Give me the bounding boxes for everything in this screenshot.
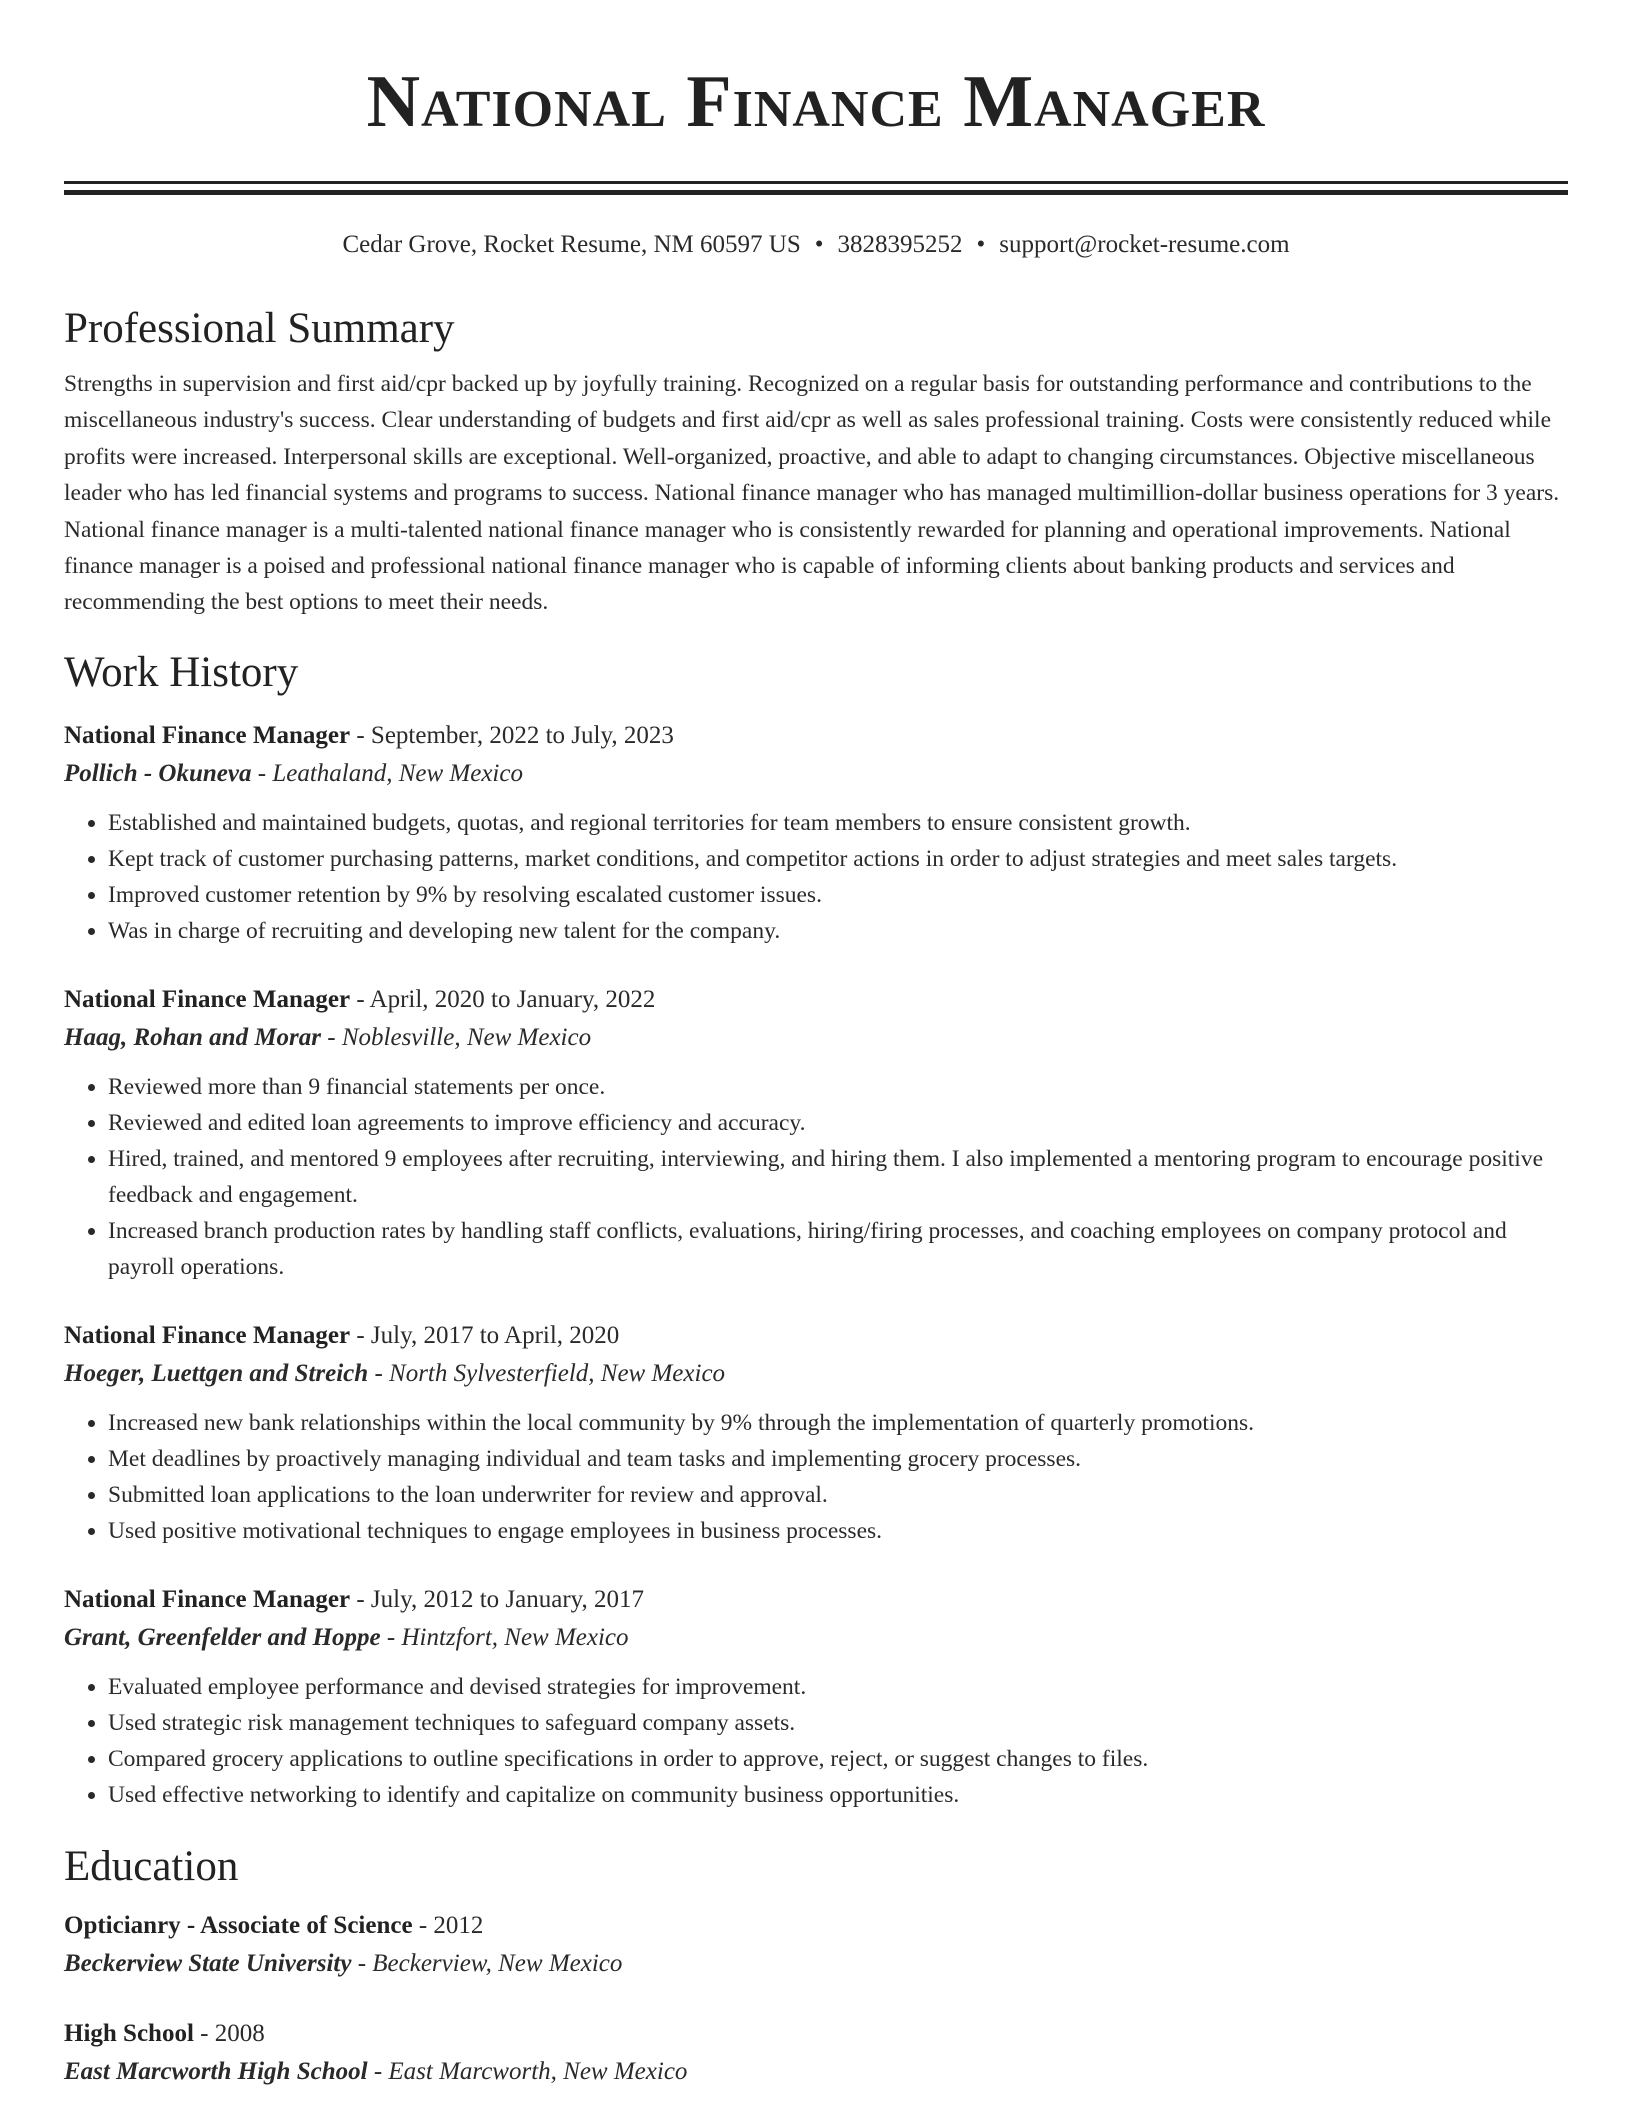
job-heading — [64, 1317, 1568, 1355]
education-location: - Beckerview, New Mexico — [351, 1949, 623, 1977]
job-location: - North Sylvesterfield, New Mexico — [368, 1359, 726, 1387]
education-school-line — [64, 2053, 1568, 2091]
job-company: Grant, Greenfelder and Hoppe — [64, 1623, 381, 1651]
education-entry — [64, 1907, 1568, 1983]
education-degree: Opticianry - Associate of Science — [64, 1911, 413, 1939]
job-role: National Finance Manager — [64, 721, 351, 749]
job-role: National Finance Manager — [64, 1321, 351, 1349]
job-heading — [64, 981, 1568, 1019]
section-title-work-history: Work History — [64, 648, 299, 696]
job-role: National Finance Manager — [64, 985, 351, 1013]
job-bullet: • Was in charge of recruiting and developing new talent for the company. — [108, 913, 1568, 949]
job-bullet: • Met deadlines by proactively managing individual and team tasks and implementing grocery processes. — [108, 1441, 1568, 1477]
job-bullet: • Compared grocery applications to outline specifications in order to approve, reject, or suggest changes to files. — [108, 1741, 1568, 1777]
job-dates: - July, 2017 to April, 2020 — [350, 1321, 620, 1349]
education-location: - East Marcworth, New Mexico — [367, 2057, 688, 2085]
job-bullet: • Used positive motivational techniques to engage employees in business processes. — [108, 1513, 1568, 1549]
job-company: Haag, Rohan and Morar — [64, 1023, 322, 1051]
job-bullets — [64, 805, 1568, 949]
job-heading — [64, 717, 1568, 755]
contact-phone: 3828395252 — [837, 231, 963, 258]
education-heading — [64, 1907, 1568, 1945]
header-divider-thin — [64, 181, 1568, 184]
job-bullet: • Reviewed more than 9 financial statements per once. — [108, 1069, 1568, 1105]
education-school: East Marcworth High School — [64, 2057, 368, 2085]
job-bullets — [64, 1669, 1568, 1813]
job-dates: - April, 2020 to January, 2022 — [350, 985, 656, 1013]
job-employer — [64, 755, 1568, 793]
job-company: Pollich - Okuneva — [64, 759, 252, 787]
job-location: - Leathaland, New Mexico — [251, 759, 523, 787]
job-location: - Hintzfort, New Mexico — [380, 1623, 629, 1651]
education-school-line — [64, 1945, 1568, 1983]
contact-separator: • — [976, 231, 986, 258]
job-bullet: • Kept track of customer purchasing patterns, market conditions, and competitor actions in order to adjust strategies and meet sales targets. — [108, 841, 1568, 877]
job-bullet: • Submitted loan applications to the loan underwriter for review and approval. — [108, 1477, 1568, 1513]
section-title-education: Education — [64, 1842, 239, 1890]
header-divider-thick — [64, 190, 1568, 195]
education-entry — [64, 2015, 1568, 2091]
summary-text: Strengths in supervision and first aid/cpr backed up by joyfully training. Recognized on a regular basis for outstanding performance and contributions to the miscellaneous industry's success. Clear understanding of budgets and first aid/cpr as well as sales professional training. Costs were consistently reduced while profits were increased. Interpersonal skills are exceptional. Well-organized, proactive, and able to adapt to changing circumstances. Objective miscellaneous leader who has led financial systems and programs to success. National finance manager who has managed multimillion-dollar business operations for 3 years. National finance manager is a multi-talented national finance manager who is consistently rewarded for planning and operational improvements. National finance manager is a poised and professional national finance manager who is capable of informing clients about banking products and services and recommending the best options to meet their needs. — [64, 371, 1560, 616]
job-heading — [64, 1581, 1568, 1619]
job-bullet: • Improved customer retention by 9% by resolving escalated customer issues. — [108, 877, 1568, 913]
job-entry — [64, 1317, 1568, 1549]
job-bullet: • Used effective networking to identify and capitalize on community business opportunities. — [108, 1777, 1568, 1813]
job-employer — [64, 1355, 1568, 1393]
job-entry — [64, 717, 1568, 949]
job-role: National Finance Manager — [64, 1585, 351, 1613]
job-bullet: • Used strategic risk management techniques to safeguard company assets. — [108, 1705, 1568, 1741]
education-degree: High School — [64, 2019, 194, 2047]
education-year: - 2012 — [412, 1911, 484, 1939]
job-employer — [64, 1619, 1568, 1657]
contact-line — [64, 229, 1568, 261]
contact-separator: • — [814, 231, 824, 258]
contact-email: support@rocket-resume.com — [999, 231, 1290, 258]
job-bullet: • Increased new bank relationships within the local community by 9% through the implementation of quarterly promotions. — [108, 1405, 1568, 1441]
job-bullet: • Evaluated employee performance and devised strategies for improvement. — [108, 1669, 1568, 1705]
job-company: Hoeger, Luettgen and Streich — [64, 1359, 369, 1387]
education-heading — [64, 2015, 1568, 2053]
job-bullet: • Hired, trained, and mentored 9 employees after recruiting, interviewing, and hiring them. I also implemented a mentoring program to encourage positive feedback and engagement. — [108, 1141, 1568, 1213]
contact-address: Cedar Grove, Rocket Resume, NM 60597 US — [342, 231, 801, 258]
job-entry — [64, 1581, 1568, 1813]
job-bullets — [64, 1069, 1568, 1285]
job-bullet: • Increased branch production rates by handling staff conflicts, evaluations, hiring/firing processes, and coaching employees on company protocol and payroll operations. — [108, 1213, 1568, 1285]
resume-name: National Finance Manager — [366, 61, 1266, 143]
job-employer — [64, 1019, 1568, 1057]
job-location: - Noblesville, New Mexico — [321, 1023, 592, 1051]
job-bullet: • Reviewed and edited loan agreements to improve efficiency and accuracy. — [108, 1105, 1568, 1141]
job-bullet: • Established and maintained budgets, quotas, and regional territories for team members to ensure consistent growth. — [108, 805, 1568, 841]
education-school: Beckerview State University — [64, 1949, 352, 1977]
section-title-summary: Professional Summary — [64, 305, 455, 352]
job-bullets — [64, 1405, 1568, 1549]
job-dates: - July, 2012 to January, 2017 — [350, 1585, 645, 1613]
education-year: - 2008 — [193, 2019, 265, 2047]
job-entry — [64, 981, 1568, 1285]
job-dates: - September, 2022 to July, 2023 — [350, 721, 674, 749]
